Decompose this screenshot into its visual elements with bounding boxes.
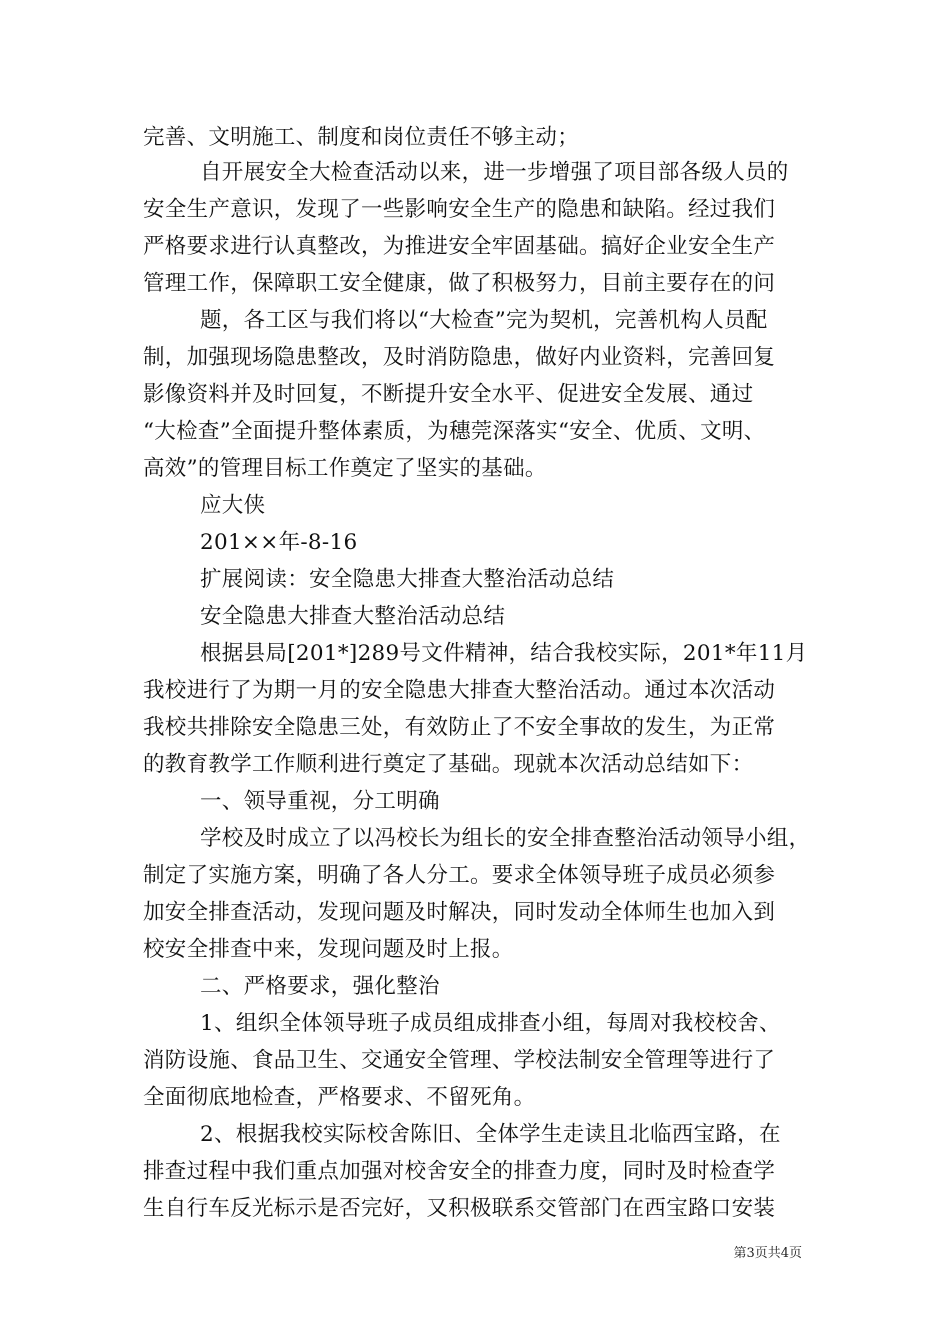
text-line: “大检查”全面提升整体素质，为穗莞深落实“安全、优质、文明、 [143,419,766,444]
text-line: 根据县局[201*]289号文件精神，结合我校实际，201*年11月 [200,641,808,666]
page-number: 第3页共4页 [733,1246,802,1261]
text-line: 题，各工区与我们将以“大检查”完为契机，完善机构人员配 [200,308,768,333]
text-line: 高效”的管理目标工作奠定了坚实的基础。 [143,456,547,481]
text-line: 完善、文明施工、制度和岗位责任不够主动； [143,125,580,150]
text-line: 安全生产意识，发现了一些影响安全生产的隐患和缺陷。经过我们 [143,197,776,222]
text-line: 我校共排除安全隐患三处，有效防止了不安全事故的发生，为正常 [143,715,776,740]
text-line: 学校及时成立了以冯校长为组长的安全排查整治活动领导小组， [200,826,811,851]
text-line: 1、组织全体领导班子成员组成排查小组，每周对我校校舍、 [200,1011,781,1036]
heading-1: 一、领导重视，分工明确 [200,789,440,814]
section-title: 安全隐患大排查大整治活动总结 [200,604,506,629]
text-line: 生自行车反光标示是否完好，又积极联系交管部门在西宝路口安装 [143,1196,776,1221]
text-line: 严格要求进行认真整改，为推进安全牢固基础。搞好企业安全生产 [143,234,776,259]
extended-reading: 扩展阅读：安全隐患大排查大整治活动总结 [200,567,615,592]
text-line: 自开展安全大检查活动以来，进一步增强了项目部各级人员的 [200,160,789,185]
heading-2: 二、严格要求，强化整治 [200,974,440,999]
signature-date: 201××年-8-16 [200,530,358,555]
text-line: 影像资料并及时回复，不断提升安全水平、促进安全发展、通过 [143,382,754,407]
text-line: 排查过程中我们重点加强对校舍安全的排查力度，同时及时检查学 [143,1159,776,1184]
text-line: 我校进行了为期一月的安全隐患大排查大整治活动。通过本次活动 [143,678,776,703]
text-line: 消防设施、食品卫生、交通安全管理、学校法制安全管理等进行了 [143,1048,776,1073]
text-line: 加安全排查活动，发现问题及时解决，同时发动全体师生也加入到 [143,900,776,925]
signature-name: 应大侠 [200,493,266,518]
text-line: 制定了实施方案，明确了各人分工。要求全体领导班子成员必须参 [143,863,776,888]
text-line: 2、根据我校实际校舍陈旧、全体学生走读且北临西宝路，在 [200,1122,781,1147]
text-line: 制，加强现场隐患整改，及时消防隐患，做好内业资料，完善回复 [143,345,776,370]
text-line: 全面彻底地检查，严格要求、不留死角。 [143,1085,536,1110]
text-line: 管理工作，保障职工安全健康，做了积极努力，目前主要存在的问 [143,271,776,296]
text-line: 的教育教学工作顺利进行奠定了基础。现就本次活动总结如下： [143,752,754,777]
text-line: 校安全排查中来，发现问题及时上报。 [143,937,514,962]
